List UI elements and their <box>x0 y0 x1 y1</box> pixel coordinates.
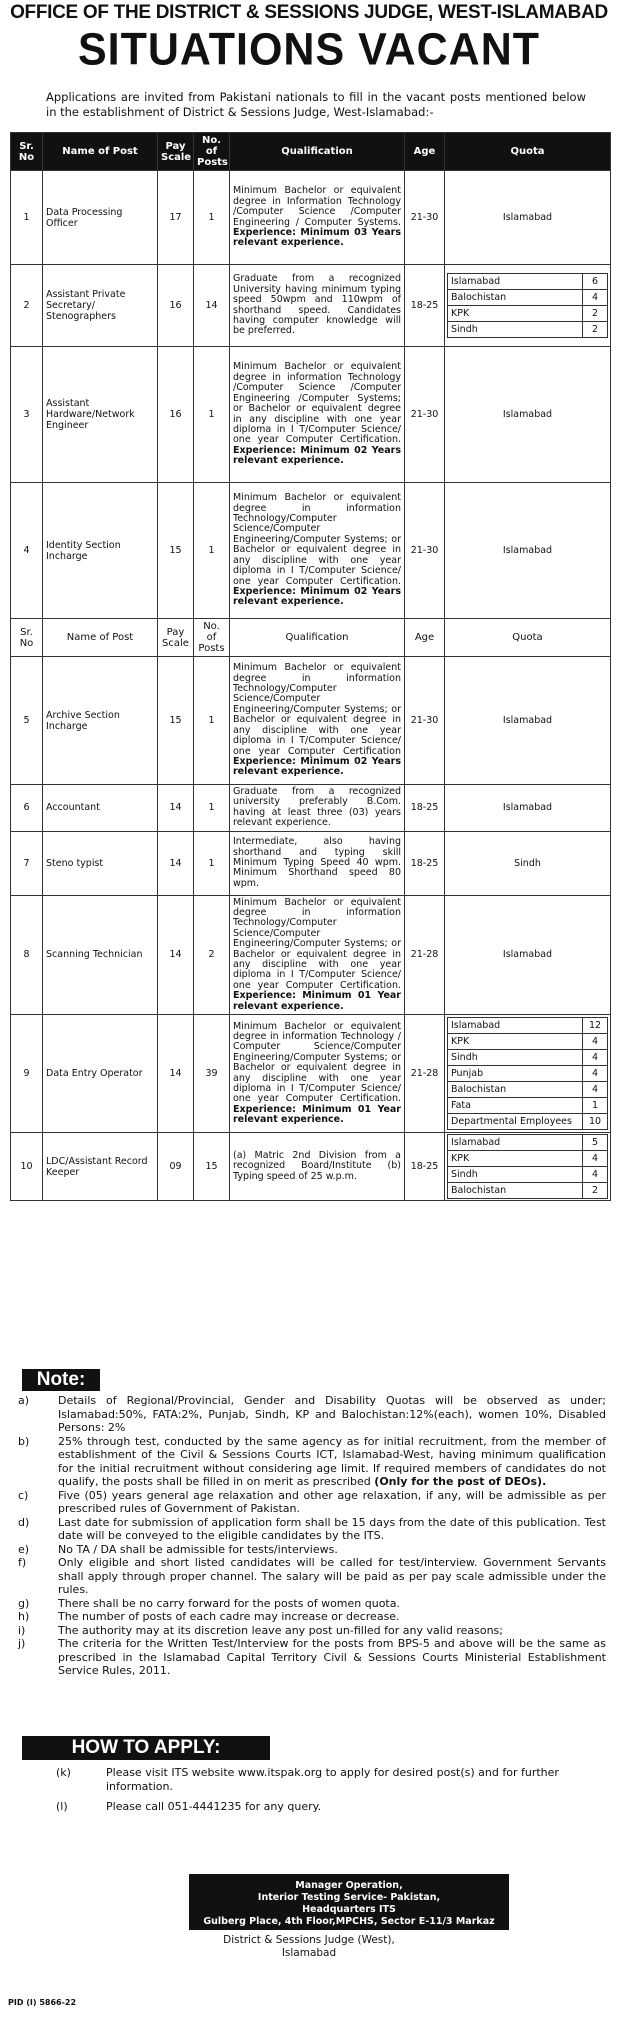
table-row <box>11 265 611 347</box>
experience-text: Experience: Minimum 01 Year relevant experience. <box>233 1103 401 1126</box>
age-cell: 21-28 <box>405 1015 445 1133</box>
qualification-text: Minimum Bachelor or equivalent degree in information Technology /Computer Science /Computer Engineering /Computer Systems; or Bachelor or equivalent degree in any discipline with one year diploma in I T/Computer Science/ one year Computer Certification. <box>233 361 401 446</box>
note-key: h) <box>18 1610 30 1623</box>
note-body: 25% through test, conducted by the same agency as for initial recruitment, from the member of establishment of the Civil & Sessions Courts ICT, Islamabad-West, having minimum qualification for the initial recruitment without considering age limit. If required members of candidates do not qualify, the posts shall be filled in on merit as prescribed <box>58 1434 606 1488</box>
quota-region: KPK <box>448 306 583 322</box>
qualification-text: Minimum Bachelor or equivalent degree in information Technology/Computer Science/Computer Engineering/Computer Systems; or Bachelor or equivalent degree in any discipline with one year diploma in I T/Computer Science/ one year Computer Certification. <box>233 492 401 587</box>
quota-count: 4 <box>583 1066 608 1082</box>
posts-count-cell: 39 <box>194 1015 230 1133</box>
table-row <box>11 1015 611 1133</box>
quota-count: 4 <box>583 1167 608 1183</box>
note-item <box>18 1610 606 1624</box>
contact-line: Interior Testing Service- Pakistan, <box>257 1892 441 1903</box>
qualification-text: Intermediate, also having shorthand and typing skill Minimum Typing Speed 40 wpm. Minimum Shorthand speed 80 wpm. <box>233 836 401 889</box>
contact-line: Headquarters ITS <box>302 1904 396 1915</box>
note-text <box>58 1624 606 1638</box>
pay-scale-cell: 16 <box>158 265 194 347</box>
quota-cell <box>445 1133 611 1201</box>
note-item <box>18 1489 606 1516</box>
note-key: e) <box>18 1542 30 1556</box>
age-cell: 18-25 <box>405 831 445 895</box>
district-line: District & Sessions Judge (West), <box>223 1934 395 1946</box>
quota-cell <box>445 265 611 347</box>
col-header: Quota <box>445 133 611 171</box>
pay-scale-cell: 09 <box>158 1133 194 1201</box>
table-row <box>11 171 611 265</box>
note-body: The criteria for the Written Test/Interview for the posts from BPS-5 and above will be the same as prescribed in the Islamabad Capital Territory Civil & Sessions Courts Ministerial Establishment Service Rules, 2011. <box>58 1637 606 1677</box>
notes-list <box>18 1394 606 1678</box>
table-row <box>11 785 611 832</box>
note-text <box>58 1637 606 1678</box>
qualification-cell <box>230 831 405 895</box>
quota-row <box>448 1082 608 1098</box>
pay-scale-cell: 16 <box>158 347 194 483</box>
quota-count: 12 <box>583 1018 608 1034</box>
quota-region: Sindh <box>448 1050 583 1066</box>
quota-row <box>448 290 608 306</box>
sr-no-cell: 1 <box>11 171 43 265</box>
quota-count: 2 <box>583 322 608 338</box>
quota-cell: Islamabad <box>445 785 611 832</box>
col-header: Age <box>405 133 445 171</box>
posts-count-cell: 1 <box>194 347 230 483</box>
sr-no-cell: 6 <box>11 785 43 832</box>
qualification-cell <box>230 1133 405 1201</box>
col-header: No. of Posts <box>194 133 230 171</box>
post-name-cell: Assistant Hardware/Network Engineer <box>43 347 158 483</box>
experience-text: Experience: Minimum 03 Years relevant experience. <box>233 226 401 249</box>
sr-no-cell: 5 <box>11 657 43 785</box>
col-header: Sr. No <box>11 133 43 171</box>
qualification-text: Minimum Bachelor or equivalent degree in information Technology/Computer Science/Computer Engineering/Computer Systems; or Bachelor or equivalent degree in any discipline with one year diploma in I T/Computer Science/ one year Computer Certification <box>233 662 401 757</box>
note-item <box>18 1543 606 1557</box>
qualification-cell <box>230 171 405 265</box>
quota-row <box>448 1018 608 1034</box>
posts-count-cell: 1 <box>194 831 230 895</box>
pay-scale-cell: 15 <box>158 657 194 785</box>
quota-cell: Islamabad <box>445 895 611 1014</box>
quota-region: Islamabad <box>448 1135 583 1151</box>
col-header: No. of Posts <box>194 619 230 657</box>
page-title: SITUATIONS VACANT <box>77 24 541 76</box>
post-name-cell: Archive Section Incharge <box>43 657 158 785</box>
quota-count: 4 <box>583 1034 608 1050</box>
intro-text: Applications are invited from Pakistani nationals to fill in the vacant posts mentioned below in the establishment of District & Sessions Judge, West-Islamabad:- <box>46 90 586 119</box>
post-name-cell: Assistant Private Secretary/ Stenographers <box>43 265 158 347</box>
note-text <box>58 1610 606 1624</box>
quota-table <box>447 1017 608 1130</box>
contact-box <box>189 1874 509 1930</box>
office-heading: OFFICE OF THE DISTRICT & SESSIONS JUDGE, WEST-ISLAMABAD <box>10 2 608 23</box>
posts-count-cell: 1 <box>194 785 230 832</box>
qualification-text: Graduate from a recognized university preferably B.Com. having at least three (03) years relevant experience. <box>233 786 401 829</box>
qualification-text: (a) Matric 2nd Division from a recognized Board/Institute (b) Typing speed of 25 w.p.m. <box>233 1149 401 1182</box>
age-cell: 21-30 <box>405 347 445 483</box>
quota-region: Balochistan <box>448 1183 583 1199</box>
quota-cell: Islamabad <box>445 171 611 265</box>
quota-region: Fata <box>448 1098 583 1114</box>
table-row <box>11 483 611 619</box>
quota-row <box>448 1183 608 1199</box>
age-cell: 18-25 <box>405 265 445 347</box>
post-name-cell: Data Entry Operator <box>43 1015 158 1133</box>
qualification-text: Minimum Bachelor or equivalent degree in information Technology/Computer Science/Computer Engineering/Computer Systems; or Bachelor or equivalent degree in any discipline with one year diploma in I T/Computer Science/ one year Computer Certification. <box>233 896 401 991</box>
contact-line: Manager Operation, <box>295 1880 403 1891</box>
quota-region: Punjab <box>448 1066 583 1082</box>
quota-table <box>447 1134 608 1199</box>
age-cell: 18-25 <box>405 785 445 832</box>
apply-text: Please call 051-4441235 for any query. <box>106 1800 322 1813</box>
table-header-row-repeat <box>11 619 611 657</box>
note-body: There shall be no carry forward for the posts of women quota. <box>58 1596 400 1610</box>
note-text <box>58 1435 606 1489</box>
note-key: b) <box>18 1434 30 1448</box>
note-bold: (Only for the post of DEOs). <box>374 1475 547 1488</box>
note-body: Only eligible and short listed candidates will be called for test/interview. Government Servants shall apply through proper channel. The salary will be paid as per pay scale admissible under the rules. <box>58 1556 606 1596</box>
quota-row <box>448 274 608 290</box>
post-name-cell: Data Processing Officer <box>43 171 158 265</box>
post-name-cell: LDC/Assistant Record Keeper <box>43 1133 158 1201</box>
note-body: Last date for submission of application form shall be 15 days from the date of this publication. Test date will be conveyed to the eligible candidates by the ITS. <box>58 1515 606 1542</box>
note-key: j) <box>18 1637 26 1650</box>
quota-count: 10 <box>583 1114 608 1130</box>
posts-count-cell: 1 <box>194 483 230 619</box>
quota-row <box>448 1066 608 1082</box>
quota-row <box>448 322 608 338</box>
note-item <box>18 1637 606 1678</box>
district-signature <box>0 1934 618 1960</box>
apply-text: Please visit ITS website www.itspak.org to apply for desired post(s) and for further information. <box>106 1766 559 1793</box>
table-row <box>11 657 611 785</box>
post-name-cell: Scanning Technician <box>43 895 158 1014</box>
table-body-2 <box>11 619 611 1201</box>
quota-count: 4 <box>583 1082 608 1098</box>
pay-scale-cell: 15 <box>158 483 194 619</box>
qualification-cell <box>230 347 405 483</box>
qualification-cell <box>230 483 405 619</box>
quota-count: 6 <box>583 274 608 290</box>
quota-region: Departmental Employees <box>448 1114 583 1130</box>
quota-cell: Islamabad <box>445 347 611 483</box>
how-to-apply-heading: HOW TO APPLY: <box>22 1736 270 1760</box>
post-name-cell: Accountant <box>43 785 158 832</box>
pay-scale-cell: 14 <box>158 895 194 1014</box>
age-cell: 21-30 <box>405 657 445 785</box>
qualification-cell <box>230 657 405 785</box>
note-item <box>18 1556 606 1597</box>
district-line: Islamabad <box>281 1947 337 1959</box>
posts-count-cell: 2 <box>194 895 230 1014</box>
quota-region: Sindh <box>448 1167 583 1183</box>
note-text <box>58 1394 606 1435</box>
qualification-cell <box>230 785 405 832</box>
note-item <box>18 1394 606 1435</box>
table-body-1 <box>11 171 611 619</box>
apply-item <box>56 1766 576 1794</box>
quota-region: KPK <box>448 1151 583 1167</box>
quota-count: 4 <box>583 290 608 306</box>
note-key: c) <box>18 1488 29 1502</box>
qualification-cell <box>230 895 405 1014</box>
pid-number: PID (I) 5866-22 <box>8 1998 77 2007</box>
post-name-cell: Steno typist <box>43 831 158 895</box>
pay-scale-cell: 17 <box>158 171 194 265</box>
quota-row <box>448 1135 608 1151</box>
quota-cell <box>445 1015 611 1133</box>
quota-row <box>448 1050 608 1066</box>
note-heading: Note: <box>22 1369 100 1391</box>
note-text <box>58 1597 606 1611</box>
note-body: Details of Regional/Provincial, Gender and Disability Quotas will be observed as under; Islamabad:50%, FATA:2%, Punjab, Sindh, KP and Balochistan:12%(each), women 10%, Disabled Persons: 2% <box>58 1394 606 1434</box>
quota-row <box>448 1167 608 1183</box>
col-header: Qualification <box>230 133 405 171</box>
sr-no-cell: 10 <box>11 1133 43 1201</box>
age-cell: 18-25 <box>405 1133 445 1201</box>
sr-no-cell: 4 <box>11 483 43 619</box>
col-header: Sr. No <box>11 619 43 657</box>
posts-count-cell: 14 <box>194 265 230 347</box>
pay-scale-cell: 14 <box>158 785 194 832</box>
table-header-row <box>11 133 611 171</box>
quota-region: Sindh <box>448 322 583 338</box>
quota-count: 2 <box>583 1183 608 1199</box>
note-key: g) <box>18 1596 30 1610</box>
qualification-text: Graduate from a recognized University having minimum typing speed 50wpm and 110wpm of shorthand speed. Candidates having computer knowledge will be preferred. <box>233 273 401 337</box>
quota-region: Islamabad <box>448 1018 583 1034</box>
quota-region: Balochistan <box>448 290 583 306</box>
note-body: No TA / DA shall be admissible for tests/interviews. <box>58 1542 338 1556</box>
quota-cell: Islamabad <box>445 657 611 785</box>
apply-list <box>56 1766 576 1820</box>
quota-row <box>448 1114 608 1130</box>
quota-count: 1 <box>583 1098 608 1114</box>
note-text <box>58 1516 606 1543</box>
note-body: Five (05) years general age relaxation and other age relaxation, if any, will be admissible as per prescribed rules of Government of Pakistan. <box>58 1488 606 1515</box>
contact-line: Gulberg Place, 4th Floor,MPCHS, Sector E-11/3 Markaz <box>203 1916 495 1927</box>
note-item <box>18 1435 606 1489</box>
pay-scale-cell: 14 <box>158 1015 194 1133</box>
quota-region: Balochistan <box>448 1082 583 1098</box>
note-text <box>58 1543 606 1557</box>
posts-count-cell: 1 <box>194 171 230 265</box>
experience-text: Experience: Minimum 01 Year relevant experience. <box>233 990 401 1012</box>
col-header: Qualification <box>230 619 405 657</box>
age-cell: 21-30 <box>405 483 445 619</box>
quota-row <box>448 1034 608 1050</box>
note-item <box>18 1624 606 1638</box>
age-cell: 21-28 <box>405 895 445 1014</box>
col-header: Name of Post <box>43 133 158 171</box>
note-item <box>18 1516 606 1543</box>
qualification-text: Minimum Bachelor or equivalent degree in Information Technology /Computer Science /Computer Engineering / Computer Systems. <box>233 185 401 228</box>
table-row <box>11 347 611 483</box>
table-row <box>11 1133 611 1201</box>
note-key: a) <box>18 1394 30 1407</box>
note-text <box>58 1489 606 1516</box>
apply-item <box>56 1800 576 1814</box>
sr-no-cell: 3 <box>11 347 43 483</box>
sr-no-cell: 2 <box>11 265 43 347</box>
col-header: Pay Scale <box>158 133 194 171</box>
col-header: Pay Scale <box>158 619 194 657</box>
experience-text: Experience: Minimum 02 Years relevant experience. <box>233 444 401 467</box>
sr-no-cell: 8 <box>11 895 43 1014</box>
qualification-text: Minimum Bachelor or equivalent degree in information Technology / Computer Science/Computer Engineering/Computer Systems; or Bachelor or equivalent degree in any discipline with one year diploma in I T/Computer Science/ one year Computer Certification. <box>233 1020 401 1105</box>
quota-count: 5 <box>583 1135 608 1151</box>
sr-no-cell: 9 <box>11 1015 43 1133</box>
quota-count: 4 <box>583 1050 608 1066</box>
quota-row <box>448 306 608 322</box>
qualification-cell <box>230 265 405 347</box>
apply-key: (l) <box>56 1800 68 1813</box>
quota-row <box>448 1098 608 1114</box>
pay-scale-cell: 14 <box>158 831 194 895</box>
col-header: Name of Post <box>43 619 158 657</box>
apply-key: (k) <box>56 1766 71 1779</box>
note-key: f) <box>18 1556 27 1569</box>
quota-count: 2 <box>583 306 608 322</box>
note-body: The authority may at its discretion leave any post un-filled for any valid reasons; <box>58 1623 503 1637</box>
qualification-cell <box>230 1015 405 1133</box>
note-text <box>58 1556 606 1597</box>
table-row <box>11 831 611 895</box>
posts-count-cell: 15 <box>194 1133 230 1201</box>
quota-row <box>448 1151 608 1167</box>
quota-table <box>447 273 608 338</box>
note-key: i) <box>18 1623 26 1637</box>
quota-cell: Sindh <box>445 831 611 895</box>
col-header: Age <box>405 619 445 657</box>
quota-cell: Islamabad <box>445 483 611 619</box>
note-item <box>18 1597 606 1611</box>
age-cell: 21-30 <box>405 171 445 265</box>
sr-no-cell: 7 <box>11 831 43 895</box>
posts-count-cell: 1 <box>194 657 230 785</box>
vacancy-table <box>10 132 611 1201</box>
quota-count: 4 <box>583 1151 608 1167</box>
post-name-cell: Identity Section Incharge <box>43 483 158 619</box>
note-key: d) <box>18 1515 30 1529</box>
quota-region: Islamabad <box>448 274 583 290</box>
note-body: The number of posts of each cadre may increase or decrease. <box>58 1610 400 1623</box>
table-row <box>11 895 611 1014</box>
experience-text: Experience: Minimum 02 Years relevant experience. <box>233 585 401 608</box>
col-header: Quota <box>445 619 611 657</box>
experience-text: Experience: Minimum 02 Years relevant experience. <box>233 755 401 778</box>
quota-region: KPK <box>448 1034 583 1050</box>
